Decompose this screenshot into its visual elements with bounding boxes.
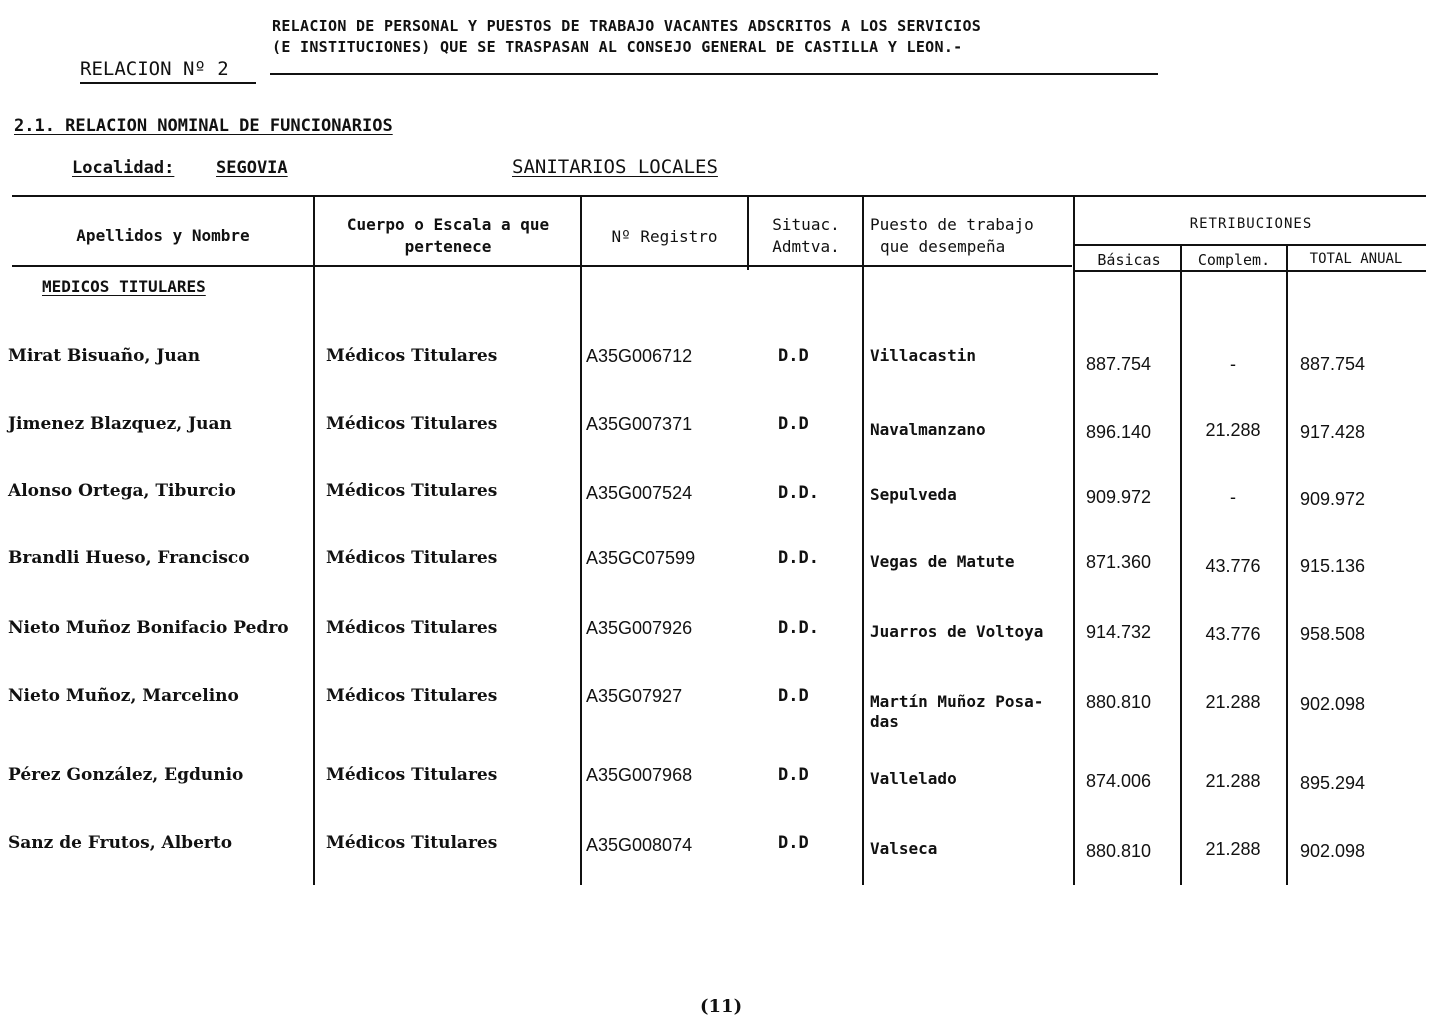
- header-situac-line1: Situac.: [772, 215, 840, 234]
- relacion-number: RELACION Nº 2: [80, 58, 229, 80]
- header-registro: Nº Registro: [611, 227, 718, 246]
- cell-cuerpo: Médicos Titulares: [326, 686, 498, 706]
- header-situac-line2: Admtva.: [772, 237, 840, 256]
- cell-situac: D.D.: [778, 618, 819, 638]
- cell-basicas: 880.810: [1086, 841, 1152, 861]
- header-puesto-line2: que desempeña: [880, 237, 1006, 256]
- cell-puesto: Martín Muñoz Posa-das: [870, 692, 1044, 731]
- cell-cuerpo: Médicos Titulares: [326, 833, 498, 853]
- cell-cuerpo: Médicos Titulares: [326, 548, 498, 568]
- cell-basicas: 896.140: [1086, 422, 1152, 442]
- cell-puesto: Vegas de Matute: [870, 552, 1015, 571]
- cell-puesto: Valseca: [870, 839, 938, 858]
- cell-situac: D.D: [778, 765, 809, 785]
- cell-cuerpo: Médicos Titulares: [326, 765, 498, 785]
- header-puesto-line1: Puesto de trabajo: [870, 215, 1034, 234]
- cell-registro: A35G007968: [586, 765, 693, 785]
- document-title-line2: (E INSTITUCIONES) QUE SE TRASPASAN AL CONSEJO GENERAL DE CASTILLA Y LEON.-: [272, 38, 963, 56]
- cell-complem: 21.288: [1205, 420, 1261, 440]
- document-title-line1: RELACION DE PERSONAL Y PUESTOS DE TRABAJO VACANTES ADSCRITOS A LOS SERVICIOS: [272, 17, 982, 35]
- cell-puesto: Villacastin: [870, 346, 976, 365]
- col-divider-3: [747, 195, 749, 270]
- cell-nombre: Brandli Hueso, Francisco: [8, 548, 250, 568]
- cell-total: 909.972: [1300, 489, 1366, 509]
- cell-total: 902.098: [1300, 694, 1366, 714]
- cell-cuerpo: Médicos Titulares: [326, 618, 498, 638]
- cell-complem: 43.776: [1205, 624, 1261, 644]
- cell-total: 917.428: [1300, 422, 1366, 442]
- cell-basicas: 874.006: [1086, 771, 1152, 791]
- cell-basicas: 871.360: [1086, 552, 1152, 572]
- cell-situac: D.D: [778, 346, 809, 366]
- table-top-rule: [12, 195, 1426, 197]
- cell-nombre: Nieto Muñoz, Marcelino: [8, 686, 239, 706]
- header-cuerpo-line1: Cuerpo o Escala a que: [346, 215, 550, 234]
- header-cuerpo-line2: pertenece: [404, 237, 492, 256]
- title-underline: [270, 73, 1158, 75]
- table-row: [0, 346, 1436, 386]
- cell-total: 958.508: [1300, 624, 1366, 644]
- header-basicas: Básicas: [1097, 251, 1161, 269]
- cell-situac: D.D.: [778, 483, 819, 503]
- cell-nombre: Sanz de Frutos, Alberto: [8, 833, 233, 853]
- cell-registro: A35G008074: [586, 835, 693, 855]
- cell-puesto: Navalmanzano: [870, 420, 986, 439]
- section-title: 2.1. RELACION NOMINAL DE FUNCIONARIOS: [14, 116, 393, 136]
- retribuciones-sub-rule: [1074, 244, 1426, 246]
- cell-registro: A35G007926: [586, 618, 693, 638]
- header-retribuciones: RETRIBUCIONES: [1189, 216, 1313, 232]
- table-subtitle: SANITARIOS LOCALES: [512, 156, 718, 178]
- cell-situac: D.D: [778, 833, 809, 853]
- cell-complem: 21.288: [1205, 839, 1261, 859]
- cell-total: 902.098: [1300, 841, 1366, 861]
- cell-total: 915.136: [1300, 556, 1366, 576]
- header-nombre: Apellidos y Nombre: [76, 226, 250, 245]
- localidad-value: SEGOVIA: [216, 158, 288, 178]
- group-label: MEDICOS TITULARES: [42, 277, 206, 296]
- cell-cuerpo: Médicos Titulares: [326, 346, 498, 366]
- cell-registro: A35G006712: [586, 346, 693, 366]
- cell-situac: D.D.: [778, 548, 819, 568]
- cell-puesto: Juarros de Voltoya: [870, 622, 1044, 641]
- cell-complem: 43.776: [1205, 556, 1261, 576]
- header-total: TOTAL ANUAL: [1309, 251, 1403, 267]
- cell-complem: 21.288: [1205, 771, 1261, 791]
- cell-cuerpo: Médicos Titulares: [326, 414, 498, 434]
- table-row: [0, 618, 1436, 658]
- cell-basicas: 880.810: [1086, 692, 1152, 712]
- cell-registro: A35G007524: [586, 483, 693, 503]
- cell-total: 895.294: [1300, 773, 1366, 793]
- header-bottom-rule: [12, 265, 1072, 267]
- header-complem: Complem.: [1197, 251, 1271, 269]
- table-row: [0, 833, 1436, 873]
- table-row: [0, 686, 1436, 736]
- cell-basicas: 909.972: [1086, 487, 1152, 507]
- cell-nombre: Jimenez Blazquez, Juan: [8, 414, 232, 434]
- relacion-underline: [80, 82, 256, 84]
- cell-registro: A35GC07599: [586, 548, 696, 568]
- cell-situac: D.D: [778, 686, 809, 706]
- cell-puesto: Vallelado: [870, 769, 957, 788]
- cell-nombre: Alonso Ortega, Tiburcio: [8, 481, 236, 501]
- retribuciones-bottom-rule: [1074, 270, 1426, 272]
- localidad-label: Localidad:: [72, 158, 175, 178]
- cell-puesto: Sepulveda: [870, 485, 957, 504]
- cell-complem: -: [1230, 487, 1236, 507]
- cell-nombre: Mirat Bisuaño, Juan: [8, 346, 201, 366]
- table-row: [0, 548, 1436, 588]
- cell-total: 887.754: [1300, 354, 1366, 374]
- cell-situac: D.D: [778, 414, 809, 434]
- cell-nombre: Nieto Muñoz Bonifacio Pedro: [8, 618, 289, 638]
- cell-complem: 21.288: [1205, 692, 1261, 712]
- page-number: (11): [700, 996, 743, 1017]
- cell-basicas: 914.732: [1086, 622, 1152, 642]
- table-row: [0, 414, 1436, 454]
- table-row: [0, 765, 1436, 805]
- cell-complem: -: [1230, 354, 1236, 374]
- table-row: [0, 481, 1436, 521]
- cell-cuerpo: Médicos Titulares: [326, 481, 498, 501]
- cell-basicas: 887.754: [1086, 354, 1152, 374]
- cell-registro: A35G007371: [586, 414, 693, 434]
- cell-nombre: Pérez González, Egdunio: [8, 765, 244, 785]
- cell-registro: A35G07927: [586, 686, 683, 706]
